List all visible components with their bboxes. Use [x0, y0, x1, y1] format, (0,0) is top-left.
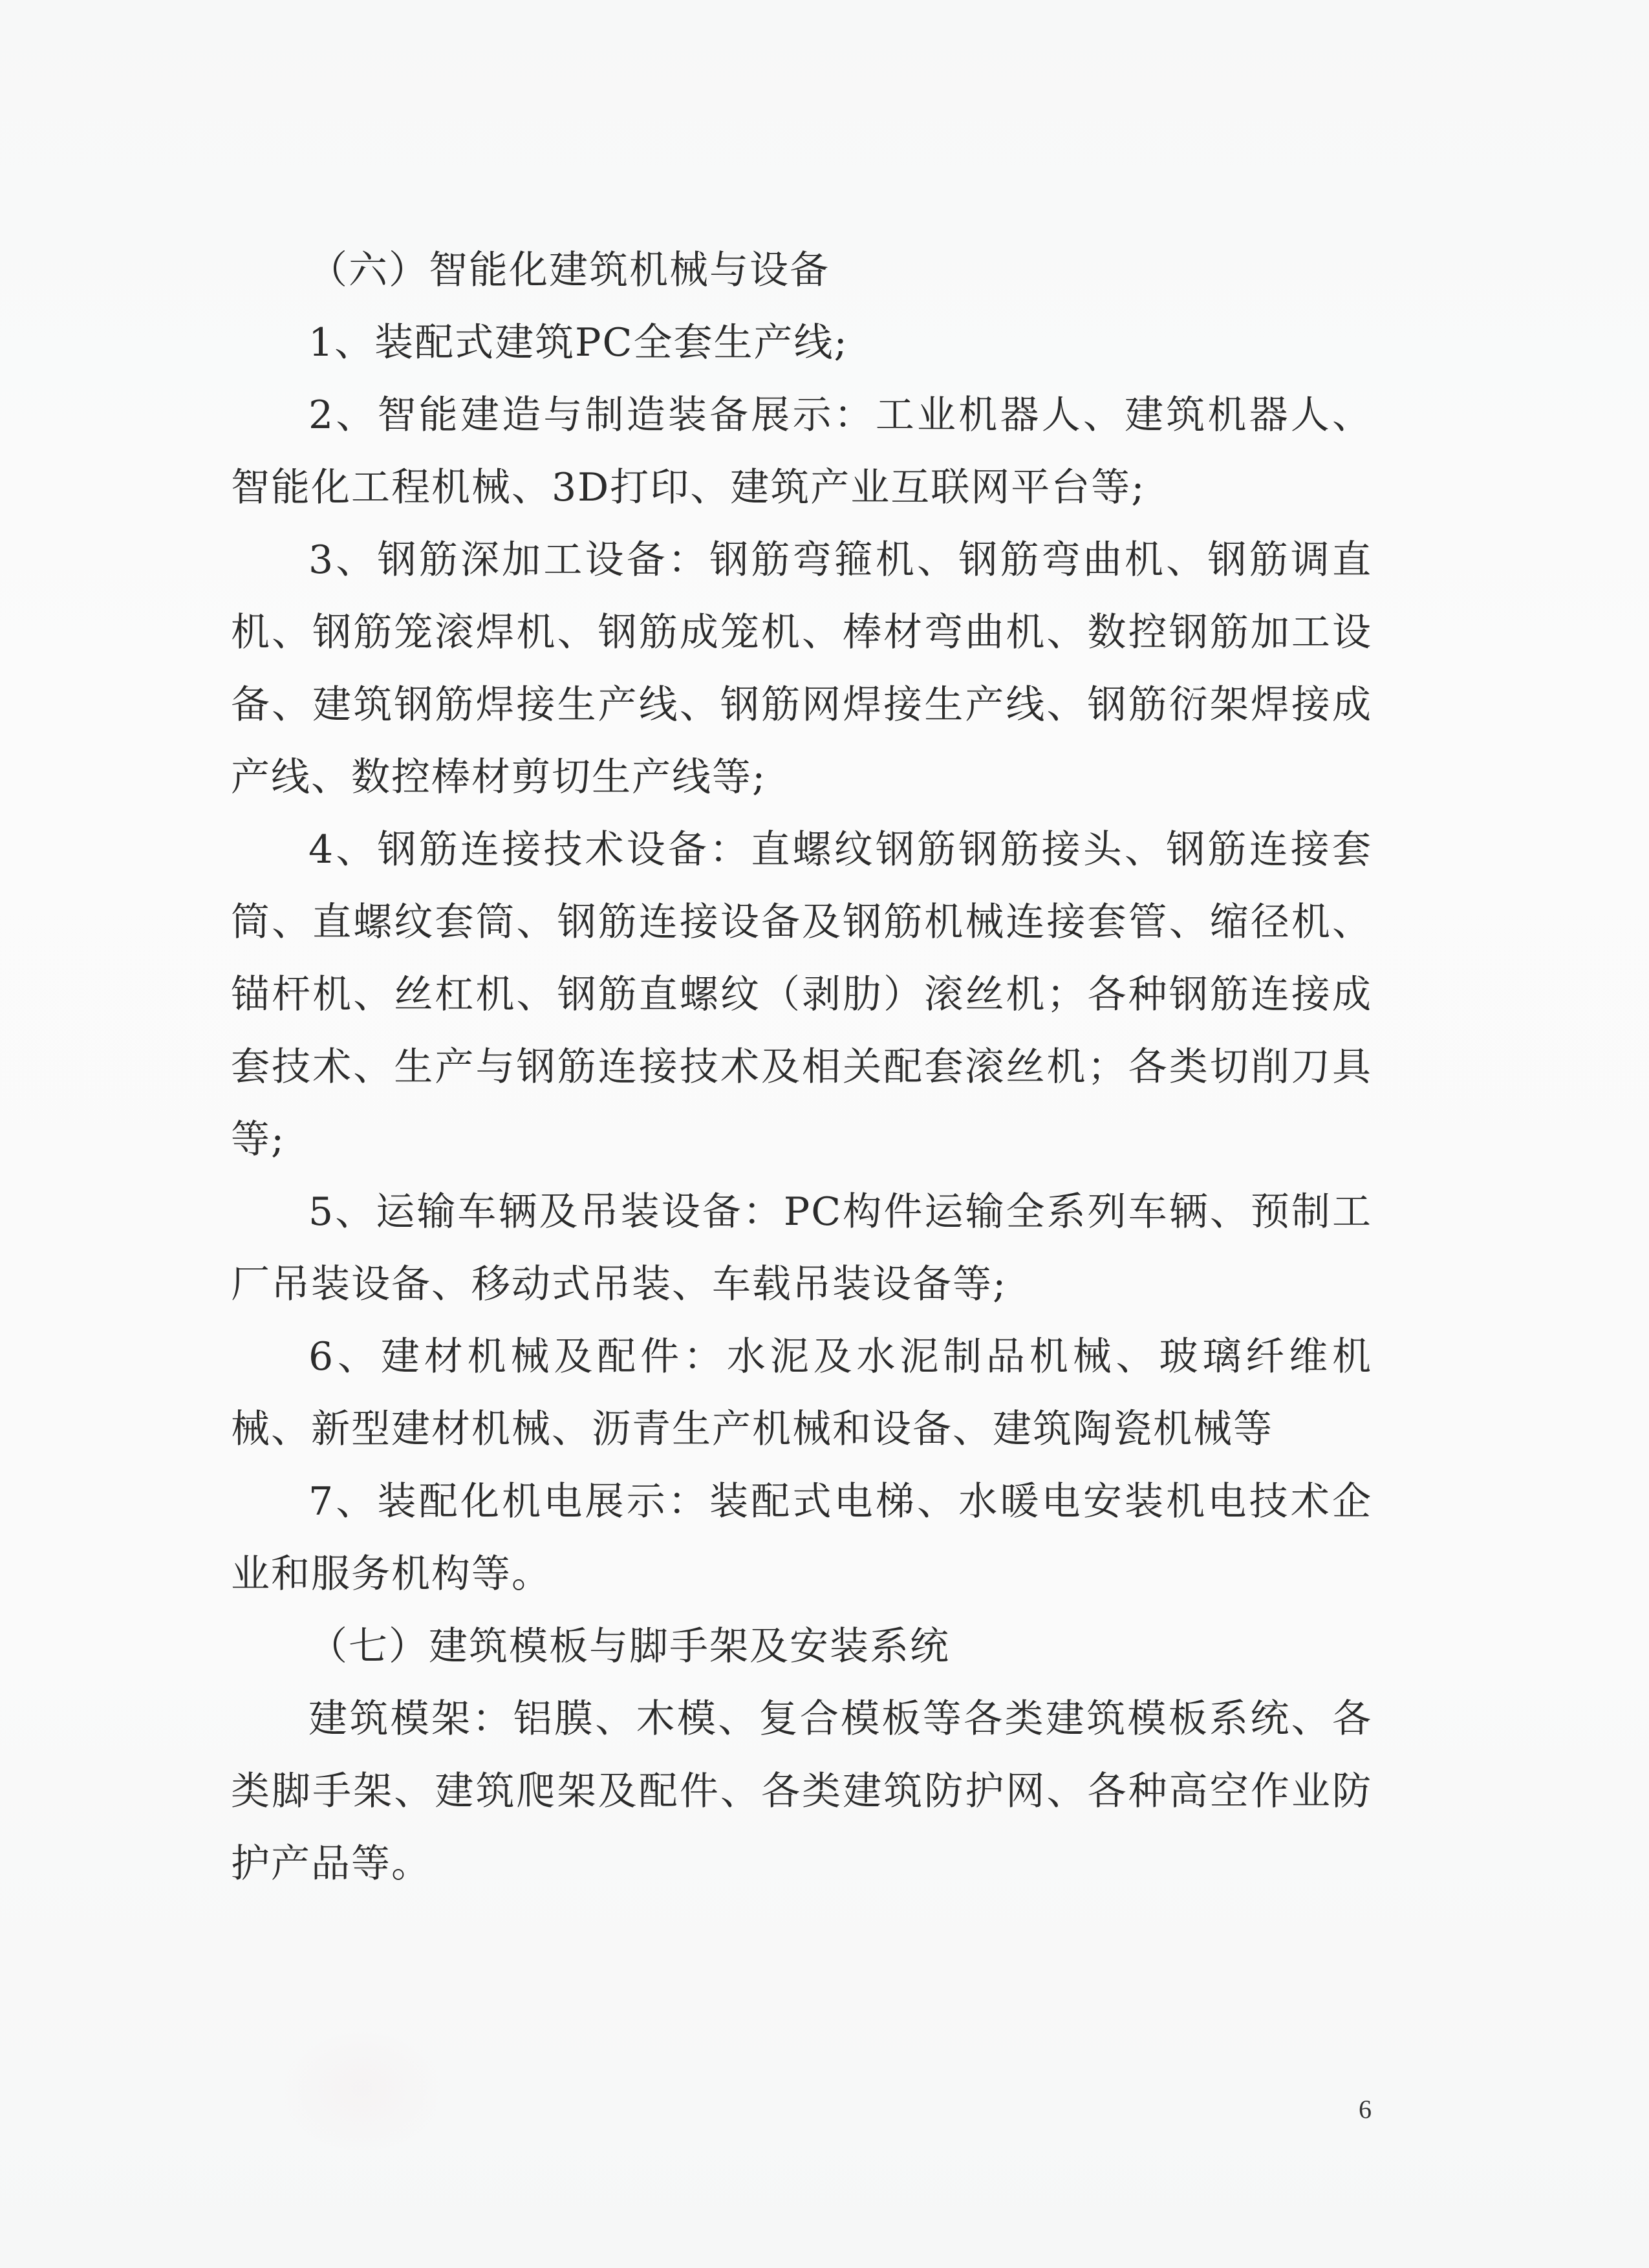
page-number: 6 [1359, 2095, 1372, 2124]
paragraph-item-1: 1、装配式建筑PC全套生产线; [308, 320, 848, 365]
paragraph-item-7: 7、装配化机电展示：装配式电梯、水暖电安装机电技术企业和服务机构等。 [231, 1479, 1372, 1597]
paragraph-item-5: 5、运输车辆及吊装设备：PC构件运输全系列车辆、预制工厂吊装设备、移动式吊装、车载吊装设备等; [231, 1189, 1372, 1307]
paragraph-formwork: 建筑模架：铝膜、木模、复合模板等各类建筑模板系统、各类脚手架、建筑爬架及配件、各类建筑防护网、各种高空作业防护产品等。 [231, 1696, 1372, 1886]
section-heading-6: （六）智能化建筑机械与设备 [308, 248, 830, 293]
faint-stamp-mark [278, 2024, 446, 2154]
section-heading-7: （七）建筑模板与脚手架及安装系统 [308, 1624, 950, 1669]
document-body [231, 234, 1372, 1900]
paragraph-item-4: 4、钢筋连接技术设备：直螺纹钢筋钢筋接头、钢筋连接套筒、直螺纹套筒、钢筋连接设备及钢筋机械连接套管、缩径机、锚杆机、丝杠机、钢筋直螺纹（剥肋）滚丝机；各种钢筋连接成套技术、生产与钢筋连接技术及相关配套滚丝机；各类切削刀具等; [231, 827, 1372, 1162]
paragraph-item-6: 6、建材机械及配件：水泥及水泥制品机械、玻璃纤维机械、新型建材机械、沥青生产机械和设备、建筑陶瓷机械等 [231, 1334, 1372, 1452]
paragraph-item-2: 2、智能建造与制造装备展示：工业机器人、建筑机器人、智能化工程机械、3D打印、建筑产业互联网平台等; [231, 393, 1372, 510]
paragraph-item-3: 3、钢筋深加工设备：钢筋弯箍机、钢筋弯曲机、钢筋调直机、钢筋笼滚焊机、钢筋成笼机、棒材弯曲机、数控钢筋加工设备、建筑钢筋焊接生产线、钢筋网焊接生产线、钢筋衍架焊接成产线、数控棒材剪切生产线等; [231, 537, 1372, 800]
